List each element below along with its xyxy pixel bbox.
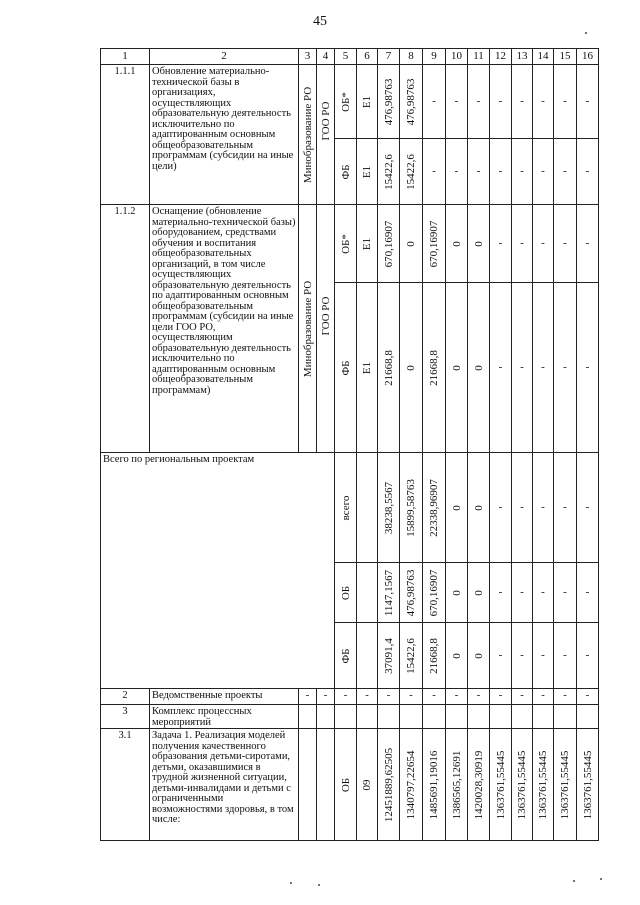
- header-cell: 13: [512, 49, 533, 65]
- value-cell: [378, 205, 400, 283]
- value-cell: [378, 563, 400, 623]
- value-cell: -: [446, 65, 468, 139]
- row-description: Оснащение (обновление материально-технической базы) оборудованием, средствами обучения и воспитания общеобразовательных организаций, в том числе осуществляющих образовательную деятельность по адаптированным основным общеобразовательным программам (субсидии на иные цели ГОО РО, осуществляющим образовательную деятельность исключительно по адаптированным основным общеобразовательным программам): [150, 205, 299, 453]
- value-cell: [468, 205, 490, 283]
- header-cell: 14: [533, 49, 554, 65]
- row-code: 3: [101, 705, 150, 729]
- value-cell: [423, 453, 446, 563]
- value-cell: [400, 205, 423, 283]
- value-cell: -: [512, 283, 533, 453]
- source-cell: [335, 283, 357, 453]
- header-cell: 6: [357, 49, 378, 65]
- value-text: 1420028,30919: [472, 750, 485, 819]
- recipient-text: ГОО РО: [319, 296, 332, 336]
- value-text: 476,98763: [404, 569, 417, 616]
- value-cell: -: [554, 623, 577, 689]
- dash-cell: -: [468, 689, 490, 705]
- value-cell: [423, 623, 446, 689]
- header-cell: 7: [378, 49, 400, 65]
- source-cell: [335, 205, 357, 283]
- value-cell: [400, 65, 423, 139]
- value-text: 1485691,19016: [427, 750, 440, 819]
- value-cell: -: [533, 205, 554, 283]
- value-text: 0: [472, 240, 485, 247]
- value-cell: -: [577, 453, 599, 563]
- code-text: Е1: [360, 361, 373, 374]
- dash-cell: -: [423, 689, 446, 705]
- row-description: Задача 1. Реализация моделей получения качественного образования детьми-сиротами, детьми, оказавшимися в трудной жизненной ситуации, детьми-инвалидами и детьми с ограниченными возможностями здоровья, в том числе:: [150, 729, 299, 841]
- value-cell: -: [533, 65, 554, 139]
- code-cell: [357, 205, 378, 283]
- value-text: 476,98763: [404, 78, 417, 125]
- value-cell: -: [490, 623, 512, 689]
- dash-cell: -: [512, 689, 533, 705]
- empty-cell: [335, 705, 357, 729]
- empty-cell: [378, 705, 400, 729]
- value-cell: [446, 729, 468, 841]
- source-cell: [335, 139, 357, 205]
- source-text: ОБ: [339, 585, 352, 600]
- table-row: [101, 705, 599, 729]
- value-text: 0: [450, 240, 463, 247]
- value-text: 0: [472, 652, 485, 659]
- value-text: 0: [450, 504, 463, 511]
- code-text: Е1: [360, 95, 373, 108]
- value-text: 1363761,55445: [515, 750, 528, 819]
- header-cell: 4: [317, 49, 335, 65]
- budget-table: [100, 48, 599, 841]
- dash-cell: -: [357, 689, 378, 705]
- source-text: ФБ: [339, 647, 352, 664]
- dash-cell: -: [490, 689, 512, 705]
- value-text: 0: [472, 364, 485, 371]
- value-cell: [400, 623, 423, 689]
- source-cell: [335, 65, 357, 139]
- value-text: 1340797,22654: [404, 750, 417, 819]
- value-cell: [400, 283, 423, 453]
- recipient-cell: [317, 205, 335, 453]
- value-cell: -: [577, 623, 599, 689]
- code-cell: [357, 453, 378, 563]
- value-cell: -: [512, 453, 533, 563]
- dash-cell: -: [335, 689, 357, 705]
- value-cell: [468, 283, 490, 453]
- value-cell: [446, 623, 468, 689]
- table-row: [101, 689, 599, 705]
- value-cell: -: [490, 283, 512, 453]
- value-cell: [400, 453, 423, 563]
- value-text: 15899,58763: [404, 478, 417, 537]
- dash-cell: -: [400, 689, 423, 705]
- dash-cell: -: [533, 689, 554, 705]
- value-cell: -: [533, 623, 554, 689]
- executor-text: Минобразование РО: [301, 280, 314, 377]
- value-cell: -: [554, 453, 577, 563]
- value-cell: [400, 563, 423, 623]
- value-cell: -: [577, 563, 599, 623]
- value-text: 1363761,55445: [558, 750, 571, 819]
- source-text: ОБ*: [339, 91, 352, 112]
- value-cell: [400, 729, 423, 841]
- value-cell: -: [512, 205, 533, 283]
- empty-cell: [317, 705, 335, 729]
- source-cell: [335, 729, 357, 841]
- value-cell: -: [490, 205, 512, 283]
- table-row: [101, 65, 599, 139]
- code-cell: [357, 65, 378, 139]
- value-cell: [446, 563, 468, 623]
- value-cell: [468, 563, 490, 623]
- source-text: ФБ: [339, 163, 352, 180]
- source-cell: [335, 453, 357, 563]
- empty-cell: [446, 705, 468, 729]
- table-row: [101, 729, 599, 841]
- dash-cell: -: [317, 689, 335, 705]
- value-cell: -: [490, 563, 512, 623]
- code-cell: [357, 139, 378, 205]
- page-number: 45: [313, 14, 327, 29]
- value-text: 1386565,12691: [450, 750, 463, 819]
- source-cell: [335, 563, 357, 623]
- table-row: [101, 205, 599, 283]
- value-cell: [468, 453, 490, 563]
- value-text: 0: [404, 364, 417, 371]
- value-cell: -: [512, 65, 533, 139]
- value-text: 15422,6: [382, 153, 395, 190]
- value-cell: [400, 139, 423, 205]
- recipient-cell: [317, 65, 335, 205]
- row-code: 1.1.1: [101, 65, 150, 205]
- scan-speck: [318, 884, 320, 886]
- dash-cell: -: [378, 689, 400, 705]
- value-cell: [423, 729, 446, 841]
- empty-cell: [512, 705, 533, 729]
- executor-cell: [299, 205, 317, 453]
- dash-cell: -: [554, 689, 577, 705]
- value-text: 1363761,55445: [581, 750, 594, 819]
- value-cell: [423, 205, 446, 283]
- value-cell: [468, 729, 490, 841]
- code-text: Е1: [360, 165, 373, 178]
- value-cell: [378, 65, 400, 139]
- value-cell: -: [512, 563, 533, 623]
- value-cell: -: [512, 139, 533, 205]
- value-text: 476,98763: [382, 78, 395, 125]
- value-cell: [378, 453, 400, 563]
- empty-cell: [490, 705, 512, 729]
- value-text: 37091,4: [382, 637, 395, 674]
- value-cell: -: [554, 283, 577, 453]
- header-cell: 11: [468, 49, 490, 65]
- value-cell: [378, 623, 400, 689]
- value-text: 0: [450, 589, 463, 596]
- value-text: 21668,8: [427, 637, 440, 674]
- value-cell: -: [468, 139, 490, 205]
- value-text: 21668,8: [382, 349, 395, 386]
- source-cell: [335, 623, 357, 689]
- value-cell: [533, 729, 554, 841]
- header-cell: 2: [150, 49, 299, 65]
- value-text: 0: [472, 589, 485, 596]
- value-text: 22338,96907: [427, 478, 440, 537]
- scan-speck: [290, 882, 292, 884]
- value-cell: [378, 283, 400, 453]
- source-text: ОБ: [339, 777, 352, 792]
- value-cell: -: [446, 139, 468, 205]
- value-cell: [446, 205, 468, 283]
- value-cell: -: [468, 65, 490, 139]
- value-cell: [423, 283, 446, 453]
- value-cell: -: [554, 65, 577, 139]
- value-cell: -: [533, 139, 554, 205]
- value-cell: [512, 729, 533, 841]
- value-text: 670,16907: [427, 569, 440, 616]
- value-cell: [468, 623, 490, 689]
- code-cell: [357, 729, 378, 841]
- empty-cell: [533, 705, 554, 729]
- value-cell: [446, 453, 468, 563]
- value-cell: -: [423, 65, 446, 139]
- code-cell: [357, 563, 378, 623]
- value-text: 0: [472, 504, 485, 511]
- header-cell: 3: [299, 49, 317, 65]
- executor-text: Минобразование РО: [301, 86, 314, 183]
- scan-speck: [600, 878, 602, 880]
- code-text: Е1: [360, 237, 373, 250]
- value-text: 12451889,62505: [382, 747, 395, 822]
- value-text: 1363761,55445: [494, 750, 507, 819]
- header-cell: 12: [490, 49, 512, 65]
- value-cell: -: [490, 139, 512, 205]
- value-text: 15422,6: [404, 637, 417, 674]
- value-cell: -: [423, 139, 446, 205]
- value-text: 670,16907: [427, 220, 440, 267]
- executor-cell: [299, 65, 317, 205]
- header-row: [101, 49, 599, 65]
- empty-cell: [299, 705, 317, 729]
- value-cell: [423, 563, 446, 623]
- header-cell: 1: [101, 49, 150, 65]
- value-text: 1147,1567: [382, 569, 395, 616]
- source-text: всего: [339, 495, 352, 520]
- value-text: 15422,6: [404, 153, 417, 190]
- table-row: [101, 453, 599, 563]
- dash-cell: -: [577, 689, 599, 705]
- empty-cell: [400, 705, 423, 729]
- row-description: Ведомственные проекты: [150, 689, 299, 705]
- row-code: 2: [101, 689, 150, 705]
- dash-cell: -: [446, 689, 468, 705]
- row-description: Обновление материально-технической базы в организациях, осуществляющих образовательную деятельность исключительно по адаптированным основным общеобразовательным программам (субсидии на иные цели): [150, 65, 299, 205]
- header-cell: 9: [423, 49, 446, 65]
- value-cell: -: [577, 205, 599, 283]
- header-cell: 16: [577, 49, 599, 65]
- header-cell: 15: [554, 49, 577, 65]
- value-cell: [577, 729, 599, 841]
- value-text: 38238,5567: [382, 481, 395, 534]
- row-description: Комплекс процессных мероприятий: [150, 705, 299, 729]
- value-cell: [378, 729, 400, 841]
- value-text: 21668,8: [427, 349, 440, 386]
- value-cell: [554, 729, 577, 841]
- code-cell: [357, 283, 378, 453]
- recipient-cell: [317, 729, 335, 841]
- value-text: 670,16907: [382, 220, 395, 267]
- value-cell: -: [533, 453, 554, 563]
- value-cell: [446, 283, 468, 453]
- value-cell: [378, 139, 400, 205]
- dash-cell: -: [299, 689, 317, 705]
- value-cell: -: [577, 139, 599, 205]
- row-code: 3.1: [101, 729, 150, 841]
- scan-speck: [585, 32, 587, 34]
- row-code: 1.1.2: [101, 205, 150, 453]
- value-cell: -: [554, 205, 577, 283]
- recipient-text: ГОО РО: [319, 101, 332, 141]
- empty-cell: [554, 705, 577, 729]
- value-cell: -: [533, 283, 554, 453]
- executor-cell: [299, 729, 317, 841]
- header-cell: 5: [335, 49, 357, 65]
- empty-cell: [423, 705, 446, 729]
- value-text: 0: [450, 652, 463, 659]
- header-cell: 10: [446, 49, 468, 65]
- value-text: 0: [404, 240, 417, 247]
- value-text: 1363761,55445: [536, 750, 549, 819]
- empty-cell: [357, 705, 378, 729]
- regional-total-label: Всего по региональным проектам: [101, 453, 335, 689]
- source-text: ФБ: [339, 359, 352, 376]
- value-cell: -: [533, 563, 554, 623]
- source-text: ОБ*: [339, 233, 352, 254]
- code-cell: [357, 623, 378, 689]
- value-cell: -: [490, 453, 512, 563]
- value-cell: [490, 729, 512, 841]
- empty-cell: [468, 705, 490, 729]
- value-cell: -: [554, 139, 577, 205]
- code-text: 09: [360, 779, 373, 790]
- header-cell: 8: [400, 49, 423, 65]
- scan-speck: [573, 880, 575, 882]
- value-text: 0: [450, 364, 463, 371]
- value-cell: -: [512, 623, 533, 689]
- value-cell: -: [577, 65, 599, 139]
- empty-cell: [577, 705, 599, 729]
- value-cell: -: [577, 283, 599, 453]
- value-cell: -: [554, 563, 577, 623]
- value-cell: -: [490, 65, 512, 139]
